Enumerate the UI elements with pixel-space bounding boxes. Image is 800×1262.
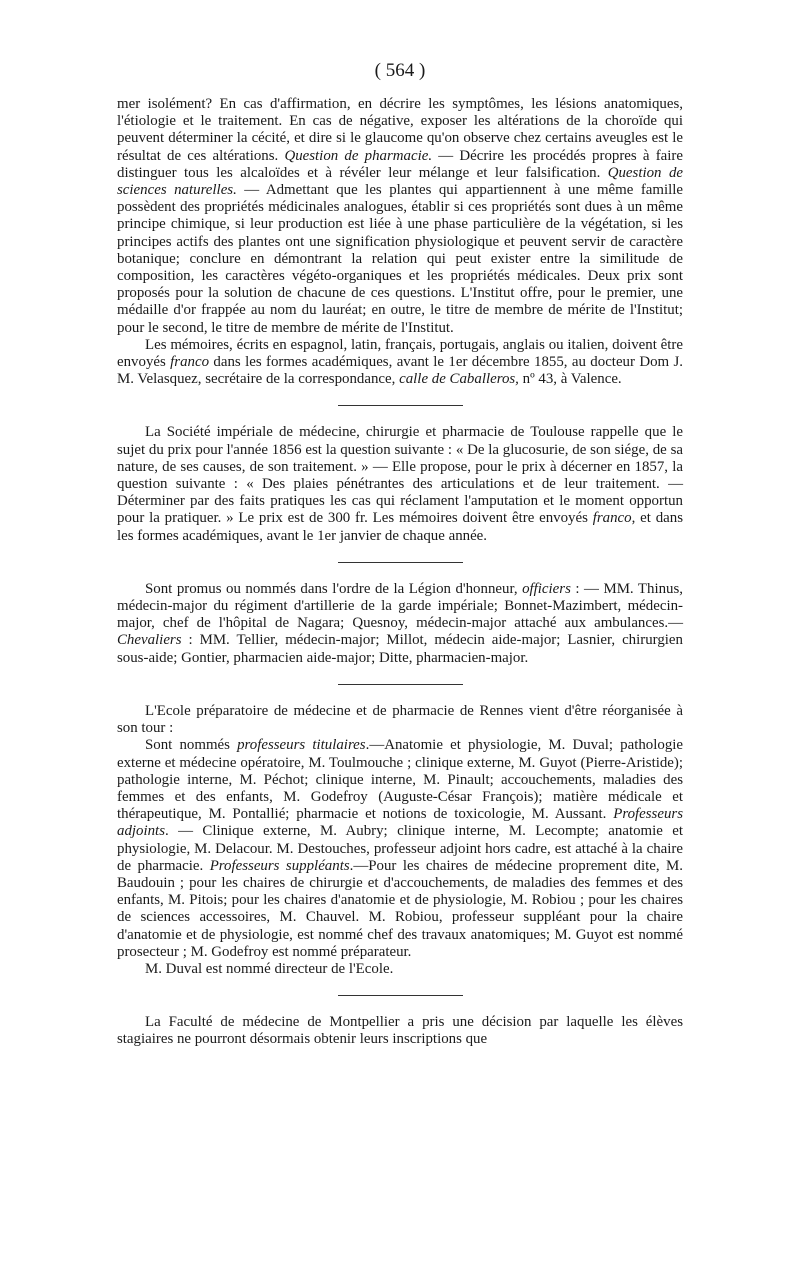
section-divider — [338, 405, 463, 406]
italic-text: Question de sciences naturelles. — [117, 164, 683, 199]
text-run: : MM. Tellier, médecin-major; Millot, médecin aide-major; Lasnier, chirurgien sous-aide; Gontier, pharmacien aide-major; Ditte, pharmacien-major. — [117, 632, 683, 666]
text-run: — Admettant que les plantes qui appartiennent à une même famille possèdent des propriétés médicinales analogues, établir si ces propriétés sont dues à un même principe chimique, si leur production est liée à une phase particulière de la végétation, si les principes actifs des plantes ont une signification physiologique et peuvent servir de caractère botanique; conclure en démontrant la relation qui peut exister entre la similitude de composition, les caractères végéto-organiques et les propriétés médicales. Deux prix sont proposés pour la solution de chacune de ces questions. L'Institut offre, pour le premier, une médaille d'or frappée au nom du lauréat; en outre, le titre de membre de mérite de l'Institut; pour le second, le titre de membre de mérite de l'Institut. — [117, 182, 683, 336]
page-number: ( 564 ) — [374, 60, 426, 81]
italic-text: Chevaliers — [117, 632, 182, 649]
text-run: Sont nommés — [145, 737, 238, 754]
article-section — [117, 96, 683, 388]
paragraph — [117, 703, 683, 737]
text-run: .—Anatomie et physiologie, M. Duval; pathologie externe et médecine opératoire, M. Toulmouche ; clinique externe, M. Guyot (Pierre-Aristide); pathologie interne, M. Péchot; clinique interne, M. Pinault; accouchements, maladies des femmes et des enfants, M. Godefroy (Auguste-César François); matière médicale et thérapeutique, M. Pontallié; pharmacie et notions de toxicologie, M. Aussant. — [117, 737, 684, 823]
article-section — [117, 1014, 683, 1048]
document-page — [117, 60, 683, 1049]
paragraph — [117, 737, 683, 961]
text-run: L'Ecole préparatoire de médecine et de pharmacie de Rennes vient d'être réorganisée à son tour : — [117, 702, 683, 737]
italic-text: franco — [170, 354, 210, 371]
section-divider — [338, 562, 463, 563]
article-section — [117, 424, 683, 544]
italic-text: officiers — [522, 580, 571, 597]
text-run: M. Duval est nommé directeur de l'Ecole. — [145, 960, 394, 977]
article-section — [117, 581, 683, 667]
text-run: nº 43, à Valence. — [518, 371, 622, 388]
paragraph — [117, 581, 683, 667]
section-divider — [338, 995, 463, 996]
italic-text: calle de Caballeros, — [399, 371, 519, 388]
section-divider — [338, 684, 463, 685]
text-run: . — Clinique externe, M. Aubry; clinique interne, M. Lecompte; anatomie et physiologie, M. Delacour. M. Destouches, professeur adjoint hors cadre, est attaché à la chaire de pharmacie. — [117, 823, 683, 874]
italic-text: professeurs titulaires — [237, 737, 366, 754]
text-run: mer isolément? En cas d'affirmation, en décrire les symptômes, les lésions anatomiques, l'étiologie et le traitement. En cas de négative, exposer les altérations de la choroïde qui peuvent déterminer la cécité, et dire si le glaucome qu'on observe chez certains aveugles est le résultat de ces altérations. — [117, 96, 683, 164]
text-run: Les mémoires, écrits en espagnol, latin, français, portugais, anglais ou italien, doivent être envoyés — [117, 336, 683, 371]
paragraph — [117, 1014, 683, 1048]
paragraph — [117, 961, 683, 978]
text-run: dans les formes académiques, avant le 1er décembre 1855, au docteur Dom J. M. Velasquez, secrétaire de la correspondance, — [117, 354, 683, 388]
paragraph — [117, 424, 683, 544]
italic-text: Question de pharmacie. — [284, 147, 433, 164]
text-run: .—Pour les chaires de médecine proprement dite, M. Baudouin ; pour les chaires de chirurgie et d'accouchements, de maladies des femmes et des enfants, M. Pitois; pour les chaires d'anatomie et de physiologie, M. Robiou ; pour les chaires de sciences accessoires, M. Chauvel. M. Robiou, professeur suppléant pour la chaire d'anatomie et de physiologie, est nommé chef des travaux anatomiques; M. Guyot est nommé prosecteur ; M. Godefroy est nommé préparateur. — [117, 857, 684, 960]
text-run: La Société impériale de médecine, chirurgie et pharmacie de Toulouse rappelle que le sujet du prix pour l'année 1856 est la question suivante : « De la glucosurie, de son siége, de sa nature, de ses causes, de son traitement. » — Elle propose, pour le prix à décerner en 1857, la question suivante : « Des plaies pénétrantes des articulations et de leur traitement. — Déterminer par des faits pratiques les cas qui réclament l'amputation et le moment opportun pour la pratiquer. » Le prix est de 300 fr. Les mémoires doivent être envoyés — [117, 424, 683, 527]
italic-text: Professeurs adjoints — [117, 806, 683, 840]
italic-text: Professeurs suppléants — [209, 857, 350, 874]
text-run: La Faculté de médecine de Montpellier a pris une décision par laquelle les élèves stagiaires ne pourront désormais obtenir leurs inscriptions que — [117, 1014, 683, 1048]
paragraph — [117, 96, 683, 337]
paragraph — [117, 337, 683, 389]
page-body — [117, 96, 683, 1049]
italic-text: franco — [592, 510, 632, 527]
text-run: , et dans les formes académiques, avant le 1er janvier de chaque année. — [117, 510, 683, 544]
article-section — [117, 703, 683, 978]
text-run: — Décrire les procédés propres à faire distinguer tous les alcaloïdes et à révéler leur mélange et leur falsification. — [117, 147, 683, 181]
text-run: : — MM. Thinus, médecin-major du régiment d'artillerie de la garde impériale; Bonnet-Mazimbert, médecin-major, chef de l'hôpital de Nagara; Quesnoy, médecin-major attaché aux ambulances.— — [117, 580, 683, 632]
text-run: Sont promus ou nommés dans l'ordre de la Légion d'honneur, — [145, 580, 523, 597]
